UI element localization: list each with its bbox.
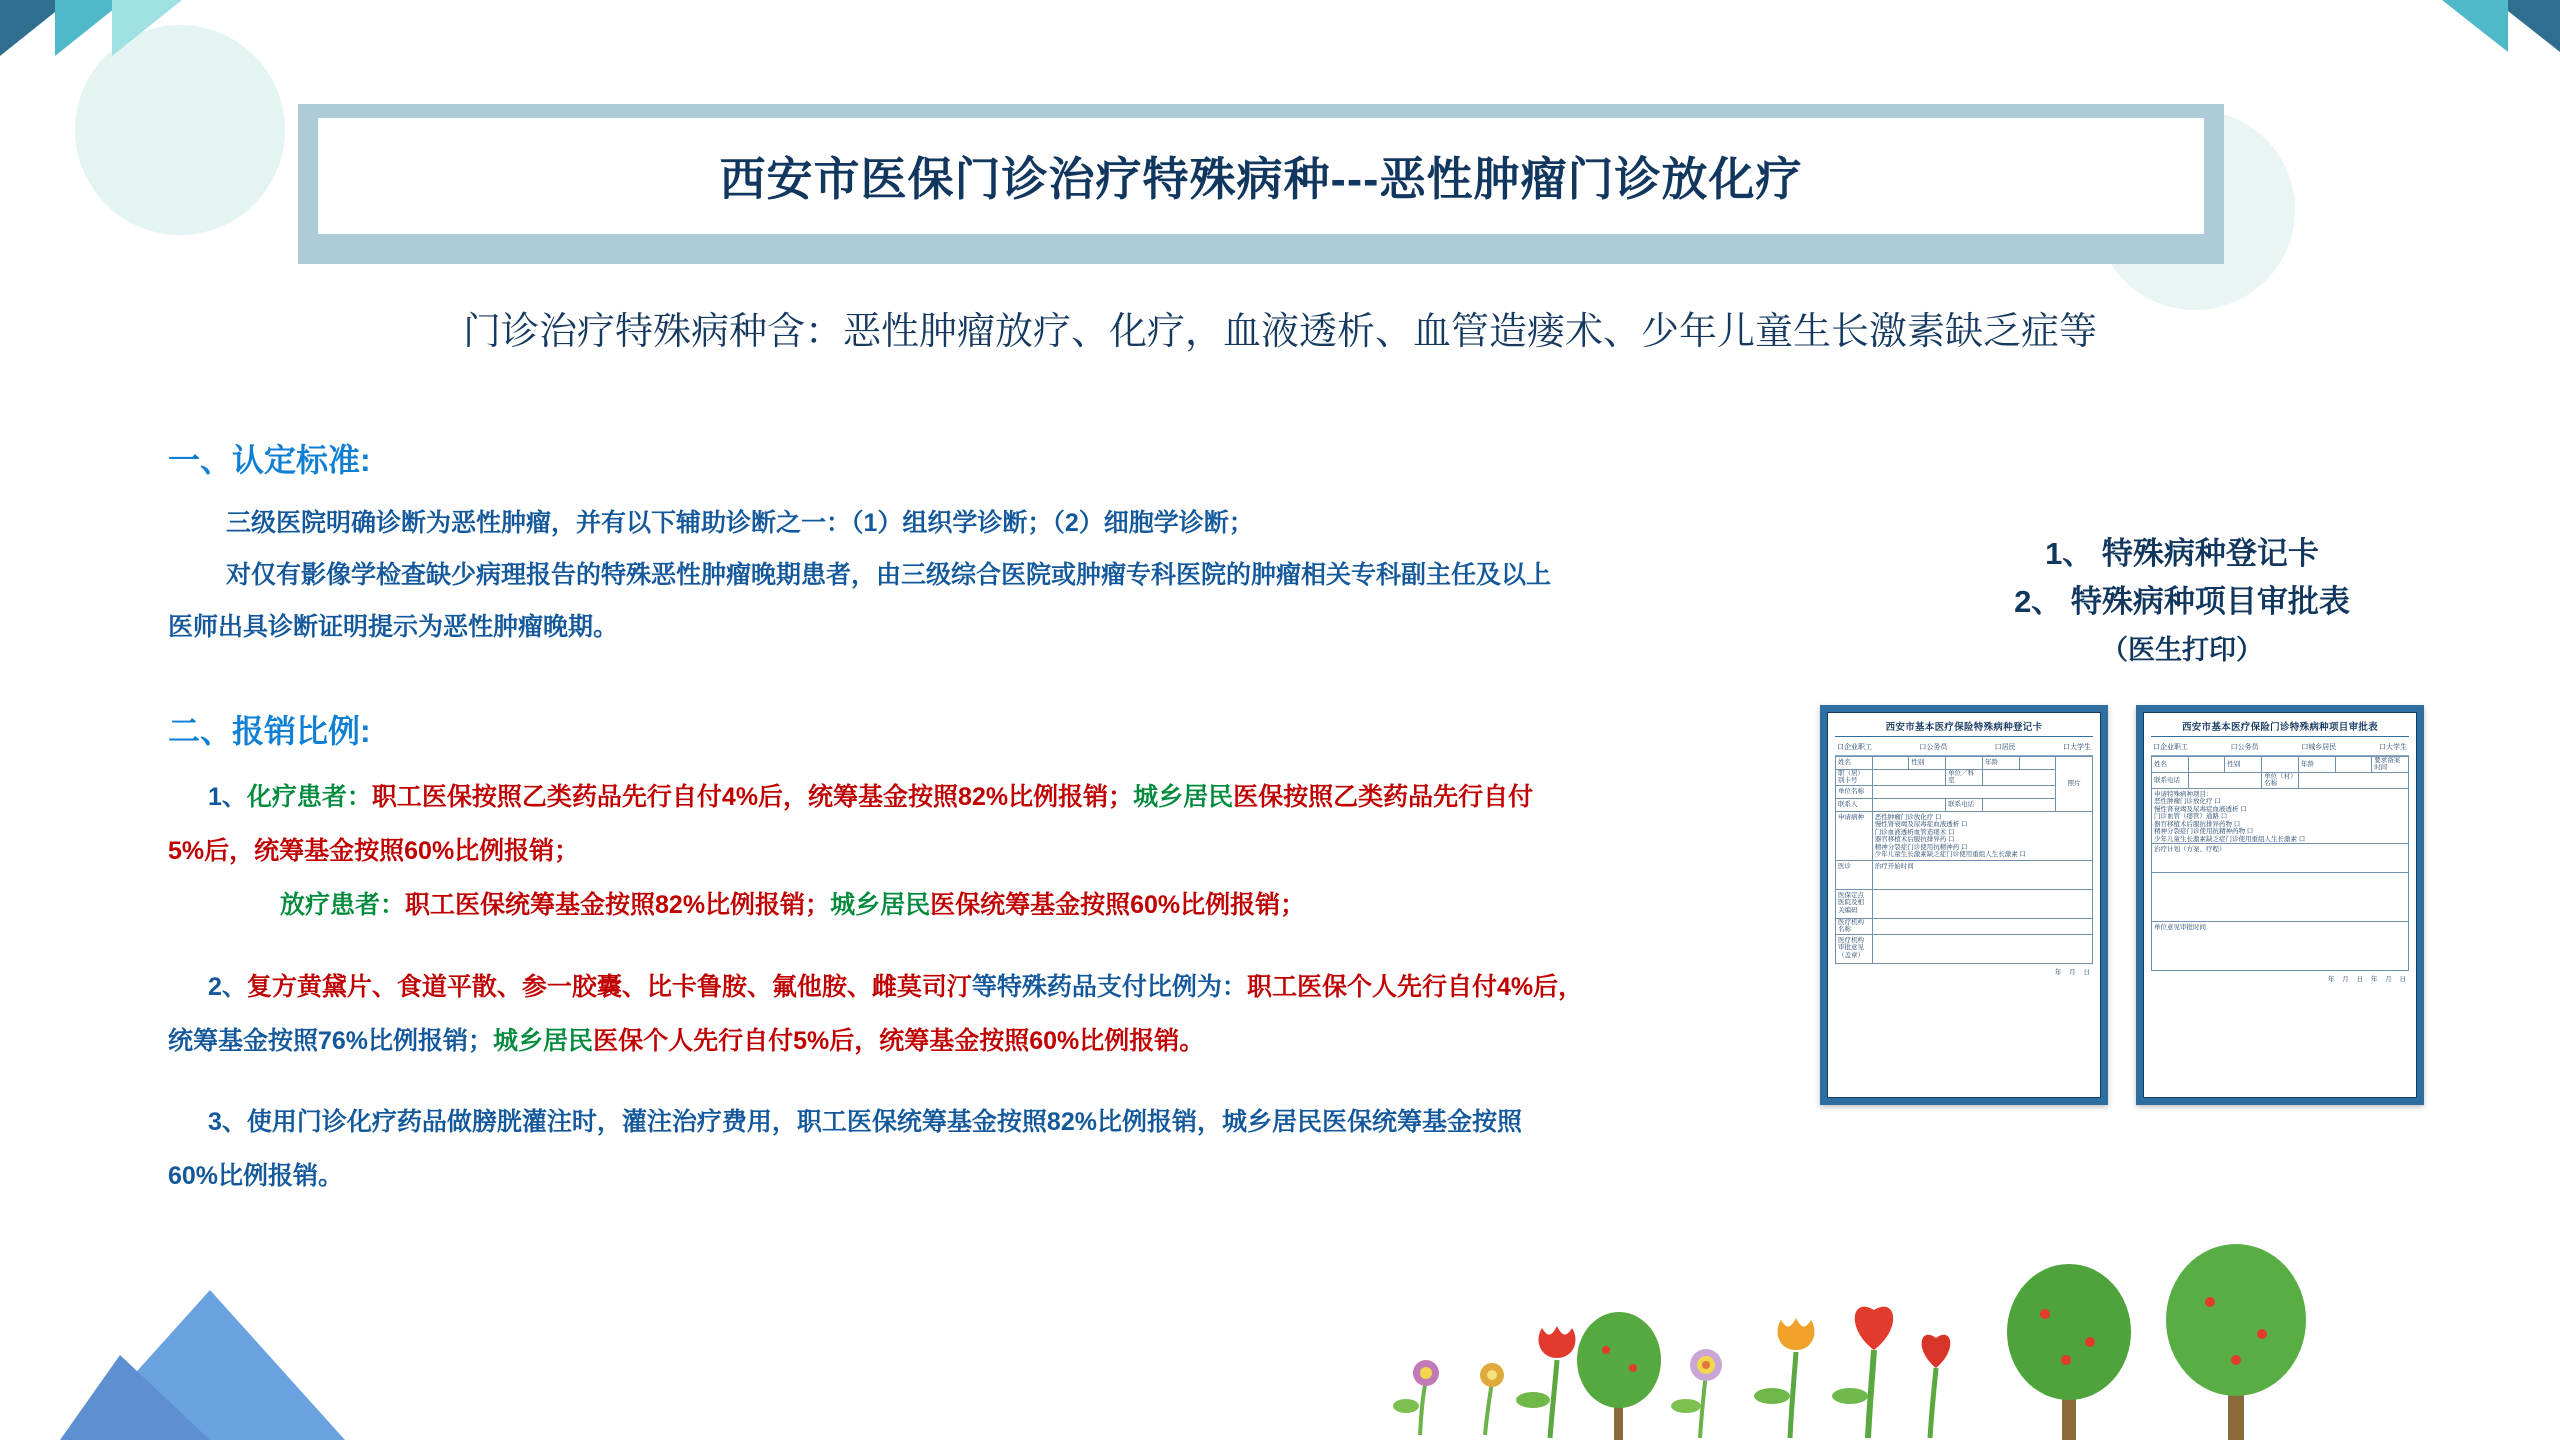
form-left-check-1: 口企业职工 bbox=[1837, 744, 1872, 751]
cell-hosp-name-value bbox=[1872, 918, 2092, 934]
cell-r-phone-label: 联系电话 bbox=[2152, 772, 2189, 788]
table-row bbox=[2152, 788, 2409, 843]
required-documents-list bbox=[1922, 530, 2442, 674]
cell-unit-label: 单位名称 bbox=[1836, 785, 1873, 798]
table-row bbox=[2152, 873, 2409, 922]
standard-line-1: 三级医院明确诊断为恶性肿瘤，并有以下辅助诊断之一：（1）组织学诊断；（2）细胞学诊断； bbox=[226, 509, 1254, 537]
apply-item: 少年儿童生长激素缺乏症门诊使用重组人生长激素 口 bbox=[2154, 835, 2306, 843]
clause-3-resident-label: 城乡居民 bbox=[493, 1027, 594, 1055]
required-documents-note: （医生打印） bbox=[2101, 635, 2263, 665]
table-row bbox=[1836, 770, 2093, 786]
flower-daisy-1 bbox=[1671, 1349, 1722, 1438]
cell-dept-value bbox=[1982, 770, 2055, 786]
form-left-check-3: 口居民 bbox=[1994, 744, 2016, 751]
flower-small-1 bbox=[1393, 1360, 1439, 1435]
clause-bladder bbox=[168, 1095, 1848, 1203]
cell-r-age-value bbox=[2335, 757, 2372, 773]
apply-item: 恶性肿瘤门诊放化疗 口 bbox=[2154, 798, 2221, 806]
cell-hosp-name-label: 医疗机构名称 bbox=[1836, 918, 1873, 934]
form-card-registration bbox=[1820, 705, 2108, 1105]
apply-item: 慢性肾衰竭及尿毒症血液透析 口 bbox=[2154, 805, 2247, 813]
cell-apply-label: 申请病种 bbox=[1836, 811, 1873, 860]
clause-4-number: 3、 bbox=[208, 1108, 247, 1136]
standard-line-3: 医师出具诊断证明提示为恶性肿瘤晚期。 bbox=[168, 613, 619, 641]
table-row bbox=[1836, 934, 2093, 963]
table-row bbox=[2152, 844, 2409, 873]
clause-2-text-b: 医保统筹基金按照60%比例报销； bbox=[930, 891, 1306, 919]
clause-3-text-a: 等特殊药品支付比例为： bbox=[971, 973, 1247, 1001]
table-row bbox=[2152, 772, 2409, 788]
flower-tulip-orange bbox=[1754, 1318, 1815, 1438]
clause-radio bbox=[168, 878, 1848, 932]
clause-4-text-b: 60%比例报销。 bbox=[168, 1162, 344, 1190]
clause-3-text-b: 职工医保个人先行自付4%后， bbox=[1246, 973, 1584, 1001]
subtitle: 门诊治疗特殊病种含：恶性肿瘤放疗、化疗，血液透析、血管造瘘术、少年儿童生长激素缺乏症等 bbox=[462, 311, 2097, 353]
cell-r-unit-value bbox=[2298, 772, 2408, 788]
standard-line-2: 对仅有影像学检查缺少病理报告的特殊恶性肿瘤晚期患者，由三级综合医院或肿瘤专科医院的肿瘤相关专科副主任及以上 bbox=[226, 561, 1552, 589]
form-right-date: 年 月 日 年 月 日 bbox=[2327, 976, 2409, 984]
cell-r-age-label: 年龄 bbox=[2298, 757, 2335, 773]
clause-2-label: 放疗患者： bbox=[280, 891, 406, 919]
apply-item: 精神分裂症门诊使用抗精神药 口 bbox=[1874, 843, 1968, 851]
clause-1-text-c: 5%后，统筹基金按照60%比例报销； bbox=[168, 837, 580, 865]
cell-r-date-label: 要求备案时间 bbox=[2372, 757, 2409, 773]
cell-r-sex-value bbox=[2262, 757, 2299, 773]
tree-big-1 bbox=[2007, 1264, 2131, 1440]
cell-contact-label: 联系人 bbox=[1836, 798, 1873, 811]
clause-3-text-d: 医保个人先行自付5%后，统筹基金按照60%比例报销。 bbox=[593, 1027, 1205, 1055]
apply-item: 慢性肾衰竭及尿毒症血液透析 口 bbox=[1874, 821, 1968, 829]
table-row bbox=[2152, 922, 2409, 971]
apply-item: 器官移植术后服抗排异药物 口 bbox=[2154, 820, 2241, 828]
apply-item: 门诊血管（瘘管）通路 口 bbox=[2154, 813, 2228, 821]
cell-dept-label: 单位／科室 bbox=[1946, 770, 1983, 786]
cell-approval-label: 医疗机构审批意见（盖章） bbox=[1836, 934, 1873, 963]
cell-hosp-code-value bbox=[1872, 889, 2092, 918]
form-left-check-2: 口公务员 bbox=[1919, 744, 1948, 751]
cell-r-plan-value bbox=[2152, 873, 2409, 922]
cell-sex-label: 性别 bbox=[1909, 757, 1946, 770]
cell-r-phone-value bbox=[2188, 772, 2261, 788]
apply-item: 恶性肿瘤门诊放化疗 口 bbox=[1874, 813, 1942, 821]
clause-1-text-a: 职工医保按照乙类药品先行自付4%后，统筹基金按照82%比例报销； bbox=[371, 783, 1134, 811]
form-right-checks bbox=[2151, 740, 2409, 756]
form-right-check-3: 口城乡居民 bbox=[2301, 744, 2337, 751]
cell-r-plan-label: 治疗计划（方案、疗程） bbox=[2152, 844, 2409, 873]
clause-2-text-a: 职工医保统筹基金按照82%比例报销； bbox=[405, 891, 831, 919]
clause-3-text-c: 统筹基金按照76%比例报销； bbox=[168, 1027, 494, 1055]
cell-r-name-value bbox=[2188, 757, 2225, 773]
clause-2-resident-label: 城乡居民 bbox=[830, 891, 931, 919]
cell-sex-value bbox=[1946, 757, 1983, 770]
required-document-2: 2、 特殊病种项目审批表 bbox=[2014, 584, 2350, 619]
section-heading-ratio: 二、报销比例: bbox=[168, 713, 371, 749]
cell-hosp-code-label: 医保定点医院及相关编码 bbox=[1836, 889, 1873, 918]
flower-small-2 bbox=[1480, 1363, 1504, 1435]
table-row bbox=[1836, 889, 2093, 918]
table-row bbox=[2152, 757, 2409, 773]
cell-card-value bbox=[1872, 770, 1945, 786]
table-row bbox=[1836, 785, 2093, 798]
form-right-check-4: 口大学生 bbox=[2378, 744, 2407, 751]
section-heading-standard: 一、认定标准: bbox=[168, 442, 371, 478]
clause-1-label: 化疗患者： bbox=[246, 783, 372, 811]
apply-item: 门诊血液透析血管造瘘术 口 bbox=[1874, 828, 1955, 836]
clause-3-drugs: 复方黄黛片、食道平散、参一胶囊、比卡鲁胺、氟他胺、雌莫司汀 bbox=[246, 973, 972, 1001]
form-left-table bbox=[1835, 756, 2093, 964]
form-right-check-2: 口公务员 bbox=[2230, 744, 2259, 751]
cell-photo: 照片 bbox=[2056, 757, 2093, 812]
form-thumbnails bbox=[1820, 705, 2424, 1105]
cell-name-label: 姓名 bbox=[1836, 757, 1873, 770]
cell-doctor-field: 治疗开始时间 bbox=[1872, 860, 2092, 889]
title-band bbox=[298, 104, 2224, 264]
cell-phone-value bbox=[1982, 798, 2055, 811]
cell-r-apply-items bbox=[2152, 788, 2409, 843]
table-row bbox=[1836, 811, 2093, 860]
form-card-approval bbox=[2136, 705, 2424, 1105]
cell-contact-value bbox=[1872, 798, 1945, 811]
apply-item: 精神分裂症门诊使用抗精神药物 口 bbox=[2154, 828, 2254, 836]
cell-approval-value bbox=[1872, 934, 2092, 963]
form-right-title: 西安市基本医疗保险门诊特殊病种项目审批表 bbox=[2151, 719, 2409, 737]
cell-doctor-label: 医诊 bbox=[1836, 860, 1873, 889]
apply-item: 少年儿童生长激素缺乏症门诊使用重组人生长激素 口 bbox=[1874, 851, 2027, 859]
tree-big-2 bbox=[2166, 1244, 2306, 1440]
table-row bbox=[1836, 860, 2093, 889]
standard-paragraph bbox=[168, 497, 1828, 653]
form-left-check-4: 口大学生 bbox=[2062, 744, 2091, 751]
form-right-table bbox=[2151, 756, 2409, 971]
required-document-1: 1、 特殊病种登记卡 bbox=[2045, 536, 2319, 571]
form-left-title: 西安市基本医疗保险特殊病种登记卡 bbox=[1835, 719, 2093, 737]
flower-heart-red-2 bbox=[1922, 1335, 1951, 1438]
garden-decor bbox=[1390, 1210, 2560, 1440]
flower-heart-red-1 bbox=[1832, 1307, 1893, 1438]
form-right-check-1: 口企业职工 bbox=[2153, 744, 2188, 751]
apply-item: 申请特殊病种项目： bbox=[2154, 790, 2213, 798]
cell-name-value bbox=[1872, 757, 1909, 770]
clause-3-number: 2、 bbox=[208, 973, 247, 1001]
tree-small-1 bbox=[1577, 1312, 1661, 1440]
clause-special-drugs bbox=[168, 960, 1848, 1068]
cell-r-name-label: 姓名 bbox=[2152, 757, 2189, 773]
cell-unit-value bbox=[1872, 785, 2056, 798]
corner-ribbon-top-right bbox=[2360, 0, 2560, 70]
cell-age-value bbox=[2019, 757, 2056, 770]
cell-apply-items bbox=[1872, 811, 2092, 860]
clause-1-number: 1、 bbox=[208, 783, 247, 811]
clause-1-text-b: 医保按照乙类药品先行自付 bbox=[1233, 783, 1534, 811]
cell-phone-label: 联系电话 bbox=[1946, 798, 1983, 811]
cell-r-unit-label: 单位（村）名称 bbox=[2262, 772, 2299, 788]
corner-ribbon-top-left bbox=[0, 0, 210, 70]
apply-item: 器官移植术后服抗排异药 口 bbox=[1874, 836, 1955, 844]
clause-chemo bbox=[168, 770, 1848, 878]
clause-1-resident-label: 城乡居民 bbox=[1133, 783, 1234, 811]
table-row bbox=[1836, 918, 2093, 934]
cell-r-sex-label: 性别 bbox=[2225, 757, 2262, 773]
flower-tulip-red-1 bbox=[1516, 1326, 1576, 1438]
title-box bbox=[318, 118, 2204, 234]
cell-age-label: 年龄 bbox=[1982, 757, 2019, 770]
page-title: 西安市医保门诊治疗特殊病种---恶性肿瘤门诊放化疗 bbox=[719, 153, 1803, 205]
table-row bbox=[1836, 757, 2093, 770]
form-left-date: 年 月 日 bbox=[2054, 968, 2093, 976]
cell-card-label: 职（居）别卡号 bbox=[1836, 770, 1873, 786]
table-row bbox=[1836, 798, 2093, 811]
clause-4-text-a: 使用门诊化疗药品做膀胱灌注时，灌注治疗费用，职工医保统筹基金按照82%比例报销，城乡居民医保统筹基金按照 bbox=[246, 1108, 1522, 1136]
form-left-checks bbox=[1835, 740, 2093, 756]
mountain-decor bbox=[60, 1280, 360, 1440]
cell-r-sign-label: 单位意见审批时间 bbox=[2152, 922, 2409, 971]
